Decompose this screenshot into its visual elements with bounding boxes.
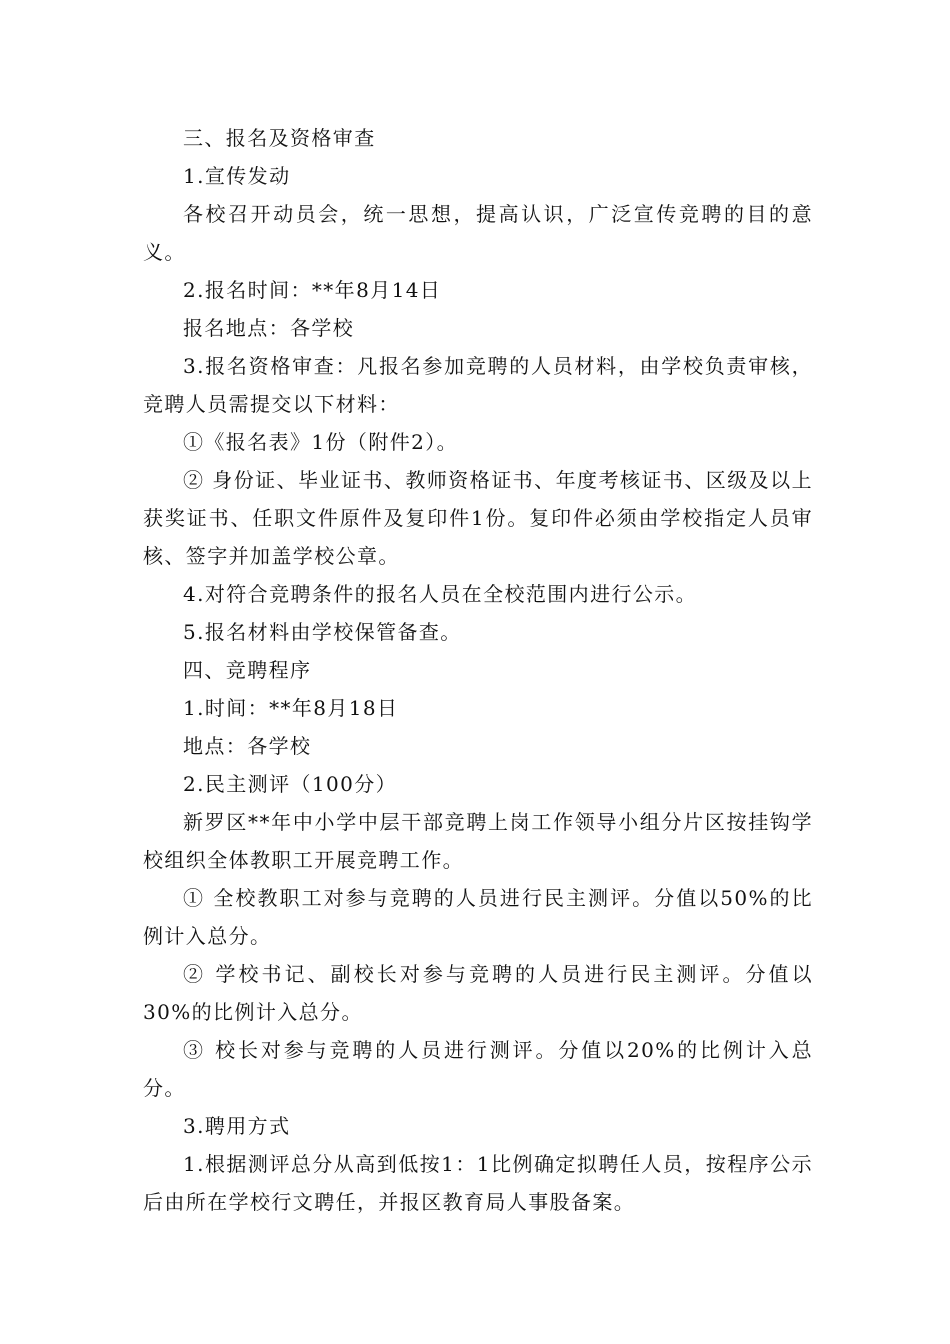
paragraph-leading-group: 新罗区**年中小学中层干部竞聘上岗工作领导小组分片区按挂钩学校组织全体教职工开展竞聘工作。 (143, 810, 813, 872)
subheading-appointment-method: 3.聘用方式 (183, 1114, 291, 1138)
paragraph-procedure-place: 地点：各学校 (183, 734, 312, 758)
paragraph-publicity: 各校召开动员会，统一思想，提高认识，广泛宣传竞聘的目的意义。 (143, 202, 813, 264)
list-item-principal-evaluation: ③ 校长对参与竞聘的人员进行测评。分值以20%的比例计入总分。 (143, 1038, 813, 1100)
section-heading-registration: 三、报名及资格审查 (183, 126, 376, 150)
paragraph-materials-storage: 5.报名材料由学校保管备查。 (183, 620, 462, 644)
paragraph-registration-place: 报名地点：各学校 (183, 316, 355, 340)
paragraph-public-notice: 4.对符合竞聘条件的报名人员在全校范围内进行公示。 (183, 582, 698, 606)
list-item-documents: ② 身份证、毕业证书、教师资格证书、年度考核证书、区级及以上获奖证书、任职文件原件及复印件1份。复印件必须由学校指定人员审核、签字并加盖学校公章。 (143, 468, 813, 568)
list-item-staff-evaluation: ① 全校教职工对参与竞聘的人员进行民主测评。分值以50%的比例计入总分。 (143, 886, 813, 948)
list-item-registration-form: ①《报名表》1份（附件2）。 (183, 430, 459, 454)
subheading-publicity: 1.宣传发动 (183, 164, 291, 188)
document-body (143, 119, 813, 1221)
paragraph-registration-time: 2.报名时间：**年8月14日 (183, 278, 442, 302)
paragraph-qualification-review: 3.报名资格审查：凡报名参加竞聘的人员材料，由学校负责审核，竞聘人员需提交以下材料： (143, 354, 813, 416)
paragraph-procedure-time: 1.时间：**年8月18日 (183, 696, 399, 720)
paragraph-appointment-rule: 1.根据测评总分从高到低按1：1比例确定拟聘任人员，按程序公示后由所在学校行文聘任，并报区教育局人事股备案。 (143, 1152, 813, 1214)
section-heading-procedure: 四、竞聘程序 (183, 658, 312, 682)
list-item-secretary-evaluation: ② 学校书记、副校长对参与竞聘的人员进行民主测评。分值以30%的比例计入总分。 (143, 962, 813, 1024)
subheading-democratic-evaluation: 2.民主测评（100分） (183, 772, 398, 796)
